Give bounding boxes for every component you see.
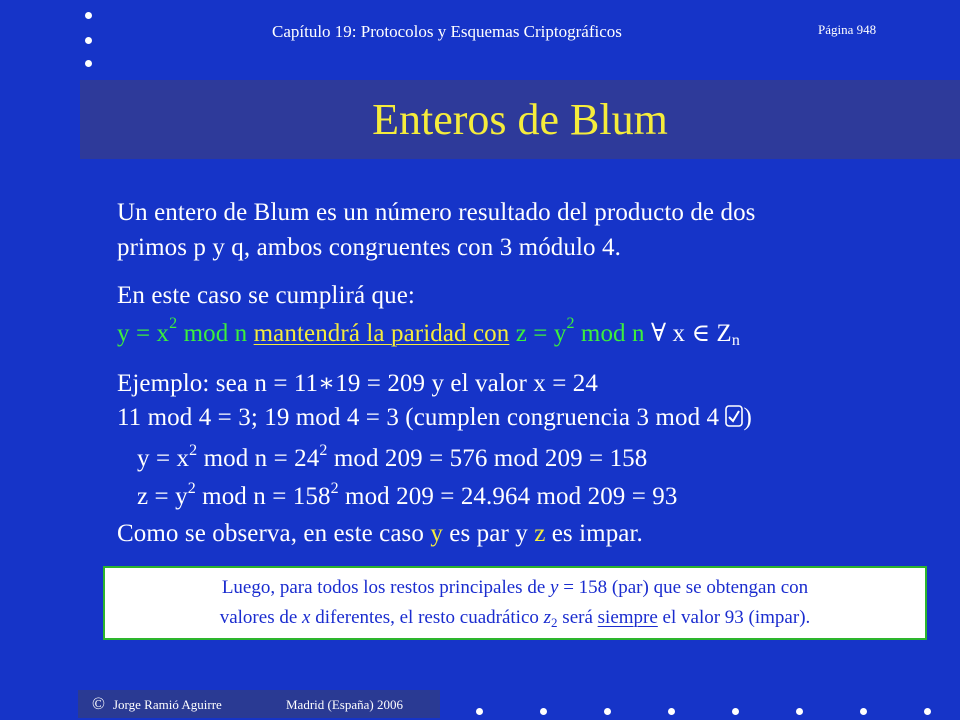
exponent: 2 (319, 442, 328, 459)
z-calc-part-b: mod n = 158 (195, 483, 331, 510)
z-calc-part-c: mod 209 = 24.964 mod 209 = 93 (338, 483, 678, 510)
decorative-dot (604, 708, 611, 715)
note-line-1 (105, 577, 925, 599)
element-of-symbol: ∈ (691, 320, 711, 347)
definition-line-1: Un entero de Blum es un número resultado del producto de dos (117, 199, 756, 226)
property-y-eq: y = x (117, 320, 170, 347)
z-calculation (137, 480, 678, 511)
note-text: diferentes, el resto cuadrático (310, 607, 544, 628)
property-mod-n: mod n (177, 320, 254, 347)
decorative-dot (85, 37, 92, 44)
set-subscript-n: n (731, 332, 740, 349)
decorative-dot (924, 708, 931, 715)
note-text: el valor 93 (impar). (657, 607, 811, 628)
title-band (80, 80, 960, 159)
conclusion-y: y (430, 520, 443, 547)
note-text: = 158 (par) que se obtengan con (558, 577, 809, 598)
decorative-dot (668, 708, 675, 715)
note-subscript: 2 (551, 615, 558, 630)
exponent: 2 (169, 315, 178, 332)
property-line (117, 315, 740, 349)
footer (78, 690, 440, 718)
exponent: 2 (189, 442, 198, 459)
slide-title: Enteros de Blum (372, 95, 668, 144)
exponent: 2 (187, 480, 196, 497)
decorative-dot (796, 708, 803, 715)
congruence-text: 11 mod 4 = 3; 19 mod 4 = 3 (cumplen congruencia 3 mod 4 (117, 404, 726, 431)
note-var-y: y (550, 577, 559, 598)
conclusion-part-b: es par y (442, 520, 535, 547)
definition-line-2: primos p y q, ambos congruentes con 3 módulo 4. (117, 234, 621, 261)
conclusion-line (117, 520, 643, 548)
note-underlined-word: siempre (597, 607, 658, 628)
intro-line: En este caso se cumplirá que: (117, 282, 415, 309)
variable-x: x (666, 320, 692, 347)
footer-author: Jorge Ramió Aguirre (113, 697, 222, 712)
note-box (103, 566, 927, 640)
note-text: Luego, para todos los restos principales de (221, 577, 551, 598)
set-z: Z (710, 320, 732, 347)
example-line: Ejemplo: sea n = 11∗19 = 209 y el valor x = 24 (117, 370, 598, 397)
page-number: Página 948 (818, 22, 877, 37)
decorative-dot (540, 708, 547, 715)
exponent: 2 (330, 480, 339, 497)
z-calc-part-a: z = y (137, 483, 188, 510)
decorative-dot (732, 708, 739, 715)
chapter-title: Capítulo 19: Protocolos y Esquemas Criptográficos (272, 22, 622, 41)
conclusion-part-c: es impar. (545, 520, 643, 547)
footer-place: Madrid (España) 2006 (286, 697, 403, 712)
note-text: valores de (219, 607, 303, 628)
property-z-eq: z = y (509, 320, 567, 347)
property-mod-n-2: mod n (574, 320, 651, 347)
copyright-symbol: © (92, 694, 105, 713)
y-calc-part-a: y = x (137, 445, 190, 472)
note-line-2 (105, 607, 925, 629)
decorative-dot (860, 708, 867, 715)
forall-symbol: ∀ (650, 320, 667, 347)
congruence-line (117, 404, 752, 434)
exponent: 2 (566, 315, 575, 332)
conclusion-part-a: Como se observa, en este caso (117, 520, 431, 547)
note-var-x: x (302, 607, 311, 628)
decorative-dot (476, 708, 483, 715)
y-calc-part-c: mod 209 = 576 mod 209 = 158 (327, 445, 648, 472)
decorative-dot (85, 12, 92, 19)
y-calc-part-b: mod n = 24 (197, 445, 320, 472)
note-var-z: z (543, 607, 552, 628)
y-calculation (137, 442, 648, 473)
congruence-close-paren: ) (743, 404, 752, 431)
decorative-dot (85, 60, 92, 67)
property-underlined-text: mantendrá la paridad con (253, 320, 510, 347)
conclusion-z: z (534, 520, 546, 547)
note-text: será (557, 607, 598, 628)
checkmark-icon (725, 405, 743, 434)
